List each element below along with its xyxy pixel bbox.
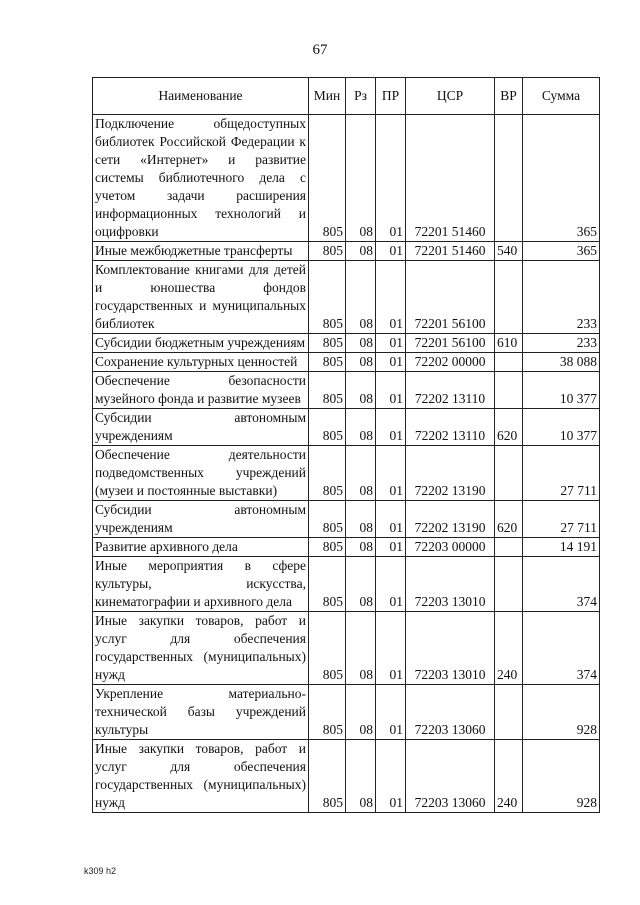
row-pr: 01 <box>376 115 406 242</box>
row-rz: 08 <box>346 685 376 740</box>
row-sum: 233 <box>523 334 600 353</box>
row-sum: 38 088 <box>523 353 600 372</box>
header-pr: ПР <box>376 78 406 115</box>
row-pr: 01 <box>376 612 406 685</box>
row-rz: 08 <box>346 372 376 409</box>
row-pr: 01 <box>376 242 406 261</box>
row-vr <box>495 115 523 242</box>
row-csr: 72202 13190 <box>406 446 495 501</box>
row-rz: 08 <box>346 538 376 557</box>
table-body <box>93 115 600 813</box>
row-min: 805 <box>309 685 346 740</box>
row-vr <box>495 446 523 501</box>
row-csr: 72202 13190 <box>406 501 495 538</box>
row-min: 805 <box>309 242 346 261</box>
row-rz: 08 <box>346 409 376 446</box>
row-min: 805 <box>309 334 346 353</box>
page-number: 67 <box>312 42 328 58</box>
row-rz: 08 <box>346 446 376 501</box>
header-min: Мин <box>309 78 346 115</box>
row-min: 805 <box>309 557 346 612</box>
row-vr: 620 <box>495 409 523 446</box>
row-csr: 72203 00000 <box>406 538 495 557</box>
row-name: Подключение общедоступных библиотек Российской Федерации к сети «Интернет» и развитие системы библиотечного дела с учетом задачи расширения информационных технологий и оцифровки <box>93 115 309 242</box>
row-name: Комплектование книгами для детей и юношества фондов государственных и муниципальных библиотек <box>93 261 309 334</box>
row-sum: 10 377 <box>523 372 600 409</box>
row-min: 805 <box>309 538 346 557</box>
row-min: 805 <box>309 612 346 685</box>
row-min: 805 <box>309 409 346 446</box>
row-pr: 01 <box>376 446 406 501</box>
row-vr: 240 <box>495 740 523 813</box>
header-sum: Сумма <box>523 78 600 115</box>
row-min: 805 <box>309 353 346 372</box>
row-name: Сохранение культурных ценностей <box>93 353 309 372</box>
row-csr: 72203 13060 <box>406 740 495 813</box>
table-row <box>93 242 600 261</box>
row-name: Обеспечение безопасности музейного фонда и развитие музеев <box>93 372 309 409</box>
row-min: 805 <box>309 115 346 242</box>
row-sum: 27 711 <box>523 501 600 538</box>
row-min: 805 <box>309 372 346 409</box>
row-sum: 14 191 <box>523 538 600 557</box>
row-pr: 01 <box>376 685 406 740</box>
table-row <box>93 409 600 446</box>
table-row <box>93 685 600 740</box>
row-name: Субсидии автономным учреждениям <box>93 409 309 446</box>
row-pr: 01 <box>376 538 406 557</box>
row-vr <box>495 372 523 409</box>
row-name: Субсидии бюджетным учреждениям <box>93 334 309 353</box>
table-row <box>93 261 600 334</box>
row-pr: 01 <box>376 372 406 409</box>
row-vr: 610 <box>495 334 523 353</box>
row-sum: 10 377 <box>523 409 600 446</box>
row-name: Иные мероприятия в сфере культуры, искусства, кинематографии и архивного дела <box>93 557 309 612</box>
table-header-row <box>93 78 600 115</box>
row-rz: 08 <box>346 740 376 813</box>
row-vr <box>495 557 523 612</box>
row-name: Обеспечение деятельности подведомственных учреждений (музеи и постоянные выставки) <box>93 446 309 501</box>
row-csr: 72203 13060 <box>406 685 495 740</box>
table-row <box>93 115 600 242</box>
row-vr: 540 <box>495 242 523 261</box>
row-vr <box>495 353 523 372</box>
row-name: Иные закупки товаров, работ и услуг для обеспечения государственных (муниципальных) нужд <box>93 612 309 685</box>
table-row <box>93 557 600 612</box>
row-name: Субсидии автономным учреждениям <box>93 501 309 538</box>
row-csr: 72201 51460 <box>406 115 495 242</box>
row-csr: 72202 00000 <box>406 353 495 372</box>
row-csr: 72201 56100 <box>406 334 495 353</box>
table-row <box>93 446 600 501</box>
table-row <box>93 372 600 409</box>
row-csr: 72203 13010 <box>406 557 495 612</box>
row-min: 805 <box>309 261 346 334</box>
row-rz: 08 <box>346 501 376 538</box>
table-row <box>93 538 600 557</box>
row-pr: 01 <box>376 557 406 612</box>
row-vr <box>495 261 523 334</box>
row-name: Укрепление материально-технической базы учреждений культуры <box>93 685 309 740</box>
row-vr: 240 <box>495 612 523 685</box>
table-row <box>93 740 600 813</box>
row-name: Иные закупки товаров, работ и услуг для обеспечения государственных (муниципальных) нужд <box>93 740 309 813</box>
row-rz: 08 <box>346 557 376 612</box>
row-vr <box>495 685 523 740</box>
row-sum: 233 <box>523 261 600 334</box>
table-row <box>93 612 600 685</box>
header-name: Наименование <box>93 78 309 115</box>
budget-table <box>92 77 600 813</box>
row-pr: 01 <box>376 501 406 538</box>
row-rz: 08 <box>346 242 376 261</box>
row-name: Иные межбюджетные трансферты <box>93 242 309 261</box>
row-rz: 08 <box>346 334 376 353</box>
row-min: 805 <box>309 446 346 501</box>
header-vr: ВР <box>495 78 523 115</box>
row-rz: 08 <box>346 115 376 242</box>
row-csr: 72201 56100 <box>406 261 495 334</box>
row-sum: 928 <box>523 685 600 740</box>
row-sum: 365 <box>523 115 600 242</box>
row-sum: 928 <box>523 740 600 813</box>
row-rz: 08 <box>346 353 376 372</box>
table-row <box>93 353 600 372</box>
row-pr: 01 <box>376 740 406 813</box>
row-csr: 72203 13010 <box>406 612 495 685</box>
row-rz: 08 <box>346 612 376 685</box>
row-rz: 08 <box>346 261 376 334</box>
header-rz: Рз <box>346 78 376 115</box>
document-code: k309 h2 <box>84 866 117 876</box>
row-min: 805 <box>309 501 346 538</box>
row-csr: 72202 13110 <box>406 409 495 446</box>
row-sum: 365 <box>523 242 600 261</box>
row-min: 805 <box>309 740 346 813</box>
row-pr: 01 <box>376 409 406 446</box>
row-vr: 620 <box>495 501 523 538</box>
table-row <box>93 334 600 353</box>
row-csr: 72201 51460 <box>406 242 495 261</box>
row-sum: 27 711 <box>523 446 600 501</box>
row-sum: 374 <box>523 612 600 685</box>
header-csr: ЦСР <box>406 78 495 115</box>
row-name: Развитие архивного дела <box>93 538 309 557</box>
row-pr: 01 <box>376 334 406 353</box>
row-pr: 01 <box>376 353 406 372</box>
table-row <box>93 501 600 538</box>
row-sum: 374 <box>523 557 600 612</box>
row-pr: 01 <box>376 261 406 334</box>
row-vr <box>495 538 523 557</box>
row-csr: 72202 13110 <box>406 372 495 409</box>
